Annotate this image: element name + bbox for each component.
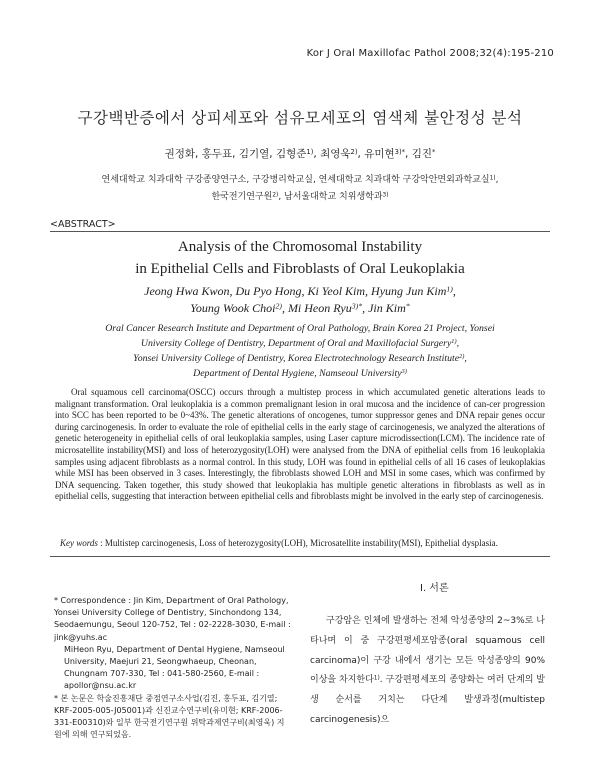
bottom-rule — [50, 556, 550, 557]
english-author-sup: * — [405, 301, 410, 310]
english-author-sup: 2) — [275, 301, 282, 310]
english-affiliation-text: Oral Cancer Research Institute and Department of Oral Pathology, Brain Korea 21 Project, Yonsei — [105, 323, 495, 334]
top-rule — [50, 231, 550, 232]
section-heading-introduction: I. 서론 — [420, 583, 449, 594]
korean-affiliation-text: 연세대학교 치과대학 구강종양연구소, 구강병리학교실, 연세대학교 치과대학 구강악안면외과학교실 — [101, 175, 490, 185]
korean-author-name: 권정화 — [164, 148, 195, 160]
footnote: * Correspondence : Jin Kim, Department of Oral Pathology, Yonsei University College of Dentistry, Sinchondong 134, Seodaemungu, Seoul 120-752, Tel : 02-2228-3030, E-mail : jink@yuhs.ac — [54, 596, 291, 642]
english-author-sup: 1) — [446, 284, 453, 294]
english-title-line-2: in Epithelial Cells and Fibroblasts of Oral Leukoplakia — [135, 261, 465, 277]
korean-author-name: 홍두표 — [201, 148, 233, 160]
english-affiliation-sup: 1) — [451, 338, 457, 346]
english-title-line-1: Analysis of the Chromosomal Instability — [177, 239, 423, 255]
english-author-name: Hyung Jun Kim — [371, 284, 447, 298]
english-affiliation-line — [0, 351, 600, 366]
english-author-name: , — [452, 284, 456, 298]
english-affiliation-line — [0, 321, 600, 336]
korean-author-name: 김형준 — [275, 148, 307, 160]
korean-author-name: 유미현 — [364, 148, 395, 160]
keywords-label: Key words — [60, 538, 98, 548]
english-affiliation-text: University College of Dentistry, Department of Oral and Maxillofacial Surgery — [140, 338, 452, 349]
english-affiliation-sup: 2) — [459, 353, 465, 361]
footnote: * 본 논문은 학술진흥재단 중점연구소사업(김진, 홍두표, 김기열; KRF-2005-005-J05001)과 신진교수연구비(유미현; KRF-2006-331-E00310)와 일부 한국전기연구원 위탁과제연구비(최영욱) 지원에 의해 연구되었음. — [54, 693, 285, 740]
english-affiliation-tail: , — [456, 338, 460, 349]
english-affiliation-sup: 3) — [401, 368, 407, 376]
korean-affiliations — [0, 172, 600, 206]
running-head: Kor J Oral Maxillofac Pathol 2008;32(4):195-210 — [306, 48, 554, 59]
english-authors — [0, 283, 600, 316]
footnote: MiHeon Ryu, Department of Dental Hygiene, Namseoul University, Maejuri 21, Seongwhaeup, Cheonan, Chungnam 707-330, Tel : 041-580-2560, E-mail : apollor@nsu.ac.kr — [64, 644, 285, 691]
korean-authors: 권정화, 홍두표, 김기열, 김형준$^{1)}$, 최영욱$^{2)}$, 유미현$^{3)*}$, 김진* — [164, 147, 436, 160]
english-authors-line-1 — [0, 283, 600, 300]
intro-text-part: 구강암은 인체에 발생하는 전체 악성종양의 2~3%로 나타나며 이 중 구강편평세포암종(oral squamous cell carcinoma)이 구강 내에서 생기는 모든 악성종양의 90% 이상을 차지한다 — [310, 616, 545, 686]
footnotes — [54, 595, 292, 741]
korean-author-sup: 2) — [350, 147, 358, 156]
english-author-name: Ki Yeol Kim, — [307, 284, 372, 298]
english-author-name: , Jin Kim — [362, 300, 406, 315]
korean-author-sup: * — [432, 147, 436, 156]
korean-author-sup: 1) — [306, 147, 314, 156]
korean-affiliation-sup: 2) — [272, 192, 279, 199]
korean-affiliation-line-1: 연세대학교 치과대학 구강종양연구소, 구강병리학교실, 연세대학교 치과대학 구강악안면외과학교실$^{1)}$, — [101, 175, 499, 185]
korean-author-name: 김진 — [411, 148, 433, 160]
intro-citation-sup: 1) — [373, 675, 380, 682]
abstract-label: <ABSTRACT> — [50, 219, 116, 230]
korean-affiliation-sup: 1) — [489, 175, 496, 182]
english-affiliations — [0, 321, 600, 381]
korean-author-name: 김기열 — [238, 148, 270, 160]
keywords-text: : Multistep carcinogenesis, Loss of heterozygosity(LOH), Microsatellite instability(MSI), Epithelial dysplasia. — [97, 538, 498, 548]
english-author-name: , Mi Heon Ryu — [281, 300, 352, 315]
korean-title: 구강백반증에서 상피세포와 섬유모세포의 염색체 불안정성 분석 — [77, 109, 523, 127]
korean-affiliation-line-2 — [0, 189, 600, 206]
english-title — [0, 236, 600, 280]
english-affiliation-tail: , — [464, 353, 467, 364]
korean-author-sup: 3)* — [394, 147, 406, 156]
korean-affiliation-sup: 3) — [382, 192, 389, 199]
english-author-name: Jeong Hwa Kwon, — [144, 284, 236, 298]
english-affiliation-text: Department of Dental Hygiene, Namseoul University — [193, 368, 402, 379]
korean-affiliation-text: 한국전기연구원 — [211, 192, 273, 202]
english-affiliation-text: Yonsei University College of Dentistry, Korea Electrotechnology Research Institute — [133, 353, 460, 364]
english-affiliation-line — [0, 366, 600, 381]
keywords — [60, 538, 498, 548]
english-affiliation-line — [0, 336, 600, 351]
abstract-body: Oral squamous cell carcinoma(OSCC) occurs through a multistep process in which accumulated genetic alterations leads to malignant transformation. Oral leukoplakia is a common premalignant lesion in oral mucosa and the incidence of can-cer progression into SCC has been reported to be 0~43%. The genetic alterations of oncogenes, tumor suppressor genes and DNA repair genes occur during carcinogenesis. In order to evaluate the role of epithelial cells in the early stage of carcinogenesis, we analyzed the alterations of genetic heterogeneity in epithelial cells of oral leukoplakia samples, using Laser capture microdissection(LCM). The incidence rate of microsatellite instability(MSI) and loss of heterozygosity(LOH) were analysed from the DNA of epithelial cells from 16 leukoplakia samples using adjacent fibroblasts as a normal control. In this study, LOH was found in epithelial cells of all 16 cases of leukoplakias while MSI has been observed in 3 cases. Interestingly, the fibroblasts showed LOH and MSI in some cases, which was confirmed by DNA sequencing. Taken together, this study showed that leukoplakia has multiple genetic alterations in fibroblasts as well as in epithelial cells, suggesting that interaction between epithelial cells and fibroblasts might be involved in the early step of carcinogenesis. — [55, 387, 545, 502]
english-author-name: Du Pyo Hong, — [235, 284, 308, 298]
english-author-sup: 3)* — [351, 301, 363, 310]
korean-affiliation-text: , 남서울대학교 치위생학과 — [278, 192, 383, 202]
intro-text-part: . 구강편평세포의 종양화는 여러 단계의 발생 순서를 거치는 다단계 발생과정(multistep carcinogenesis)으 — [310, 675, 545, 725]
introduction-text — [310, 612, 545, 731]
korean-author-name: 최영욱 — [320, 148, 351, 160]
english-authors-line-2 — [0, 300, 600, 317]
english-author-name: Young Wook Choi — [190, 300, 276, 315]
